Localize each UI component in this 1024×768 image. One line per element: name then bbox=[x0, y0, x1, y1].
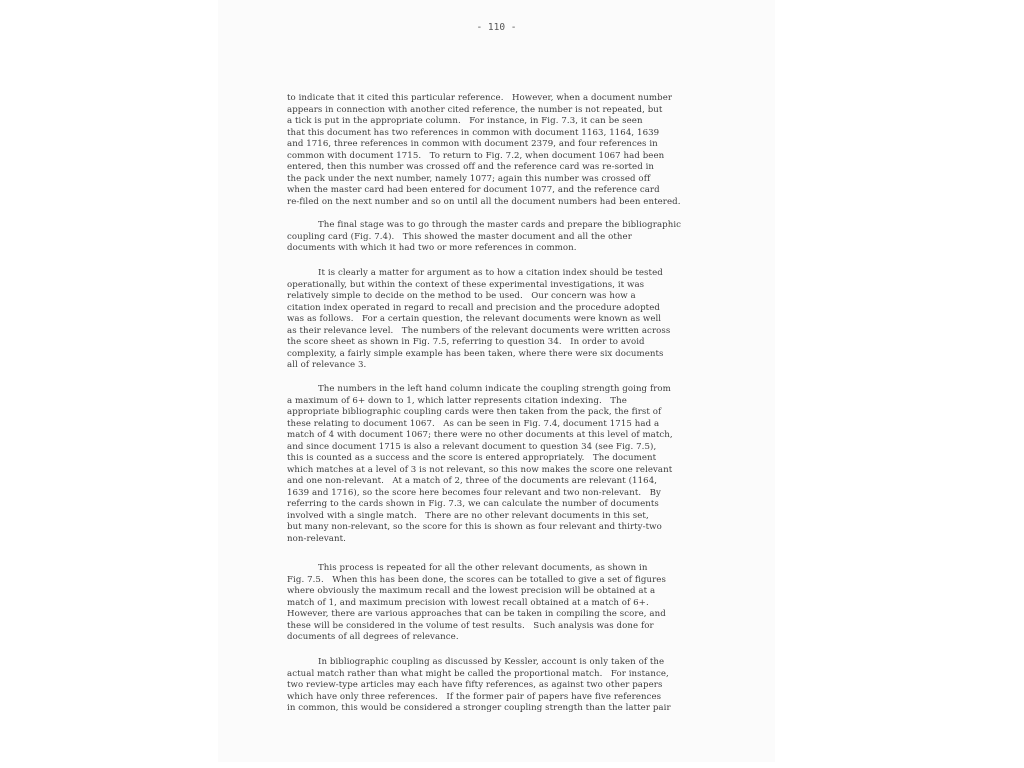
text-line: these relating to document 1067. As can be seen in Fig. 7.4, document 1715 had a bbox=[287, 418, 660, 429]
text-line: a tick is put in the appropriate column. For instance, in Fig. 7.3, it can be seen bbox=[287, 116, 643, 126]
text-line: which have only three references. If the former pair of papers have five references bbox=[287, 691, 662, 702]
text-line: operationally, but within the context of these experimental investigations, it was bbox=[287, 279, 645, 290]
text-line: documents with which it had two or more references in common. bbox=[287, 243, 577, 253]
text-line: that this document has two references in common with document 1163, 1164, 1639 bbox=[287, 127, 660, 138]
text-line: and since document 1715 is also a relevant document to question 34 (see Fig. 7.5), bbox=[287, 441, 657, 452]
text-line: citation index operated in regard to recall and precision and the procedure adopted bbox=[287, 302, 660, 313]
text-line: referring to the cards shown in Fig. 7.3, we can calculate the number of documents bbox=[287, 499, 659, 509]
text-line: non-relevant. bbox=[287, 533, 346, 544]
paragraph bbox=[287, 268, 757, 372]
paragraph bbox=[287, 384, 757, 545]
text-line: in common, this would be considered a stronger coupling strength than the latter pair bbox=[287, 703, 671, 713]
text-line: a maximum of 6+ down to 1, which latter represents citation indexing. The bbox=[287, 395, 627, 406]
text-line: where obviously the maximum recall and the lowest precision will be obtained at a bbox=[287, 586, 656, 596]
text-line: appears in connection with another cited reference, the number is not repeated, but bbox=[287, 104, 663, 115]
text-line: entered, then this number was crossed off and the reference card was re-sorted in bbox=[287, 162, 655, 172]
text-line: appropriate bibliographic coupling cards were then taken from the pack, the first of bbox=[287, 407, 662, 417]
paragraph bbox=[287, 220, 757, 255]
text-line: as their relevance level. The numbers of the relevant documents were written across bbox=[287, 325, 671, 336]
text-line: coupling card (Fig. 7.4). This showed the master document and all the other bbox=[287, 231, 632, 242]
text-line: However, there are various approaches that can be taken in compiling the score, and bbox=[287, 609, 666, 619]
text-line: involved with a single match. There are no other relevant documents in this set, bbox=[287, 510, 649, 521]
text-line: but many non-relevant, so the score for this is shown as four relevant and thirty-two bbox=[287, 522, 662, 532]
text-line: Fig. 7.5. When this has been done, the scores can be totalled to give a set of figures bbox=[287, 574, 666, 585]
text-line: which matches at a level of 3 is not relevant, so this now makes the score one relevant bbox=[287, 464, 673, 475]
text-line: match of 4 with document 1067; there were no other documents at this level of match, bbox=[287, 430, 673, 440]
text-line: actual match rather than what might be called the proportional match. For instance, bbox=[287, 668, 669, 679]
text-line: common with document 1715. To return to Fig. 7.2, when document 1067 had been bbox=[287, 150, 665, 161]
text-line: this is counted as a success and the score is entered appropriately. The document bbox=[287, 453, 657, 463]
text-line: the pack under the next number, namely 1077; again this number was crossed off bbox=[287, 173, 651, 184]
text-line: The numbers in the left hand column indicate the coupling strength going from bbox=[318, 384, 671, 394]
paragraph bbox=[287, 657, 757, 715]
text-line: In bibliographic coupling as discussed by Kessler, account is only taken of the bbox=[318, 657, 665, 667]
text-line: The final stage was to go through the master cards and prepare the bibliographic bbox=[318, 220, 682, 230]
text-line: and 1716, three references in common with document 2379, and four references in bbox=[287, 139, 658, 149]
text-line: two review-type articles may each have fifty references, as against two other papers bbox=[287, 680, 663, 690]
text-line: 1639 and 1716), so the score here becomes four relevant and two non-relevant. By bbox=[287, 487, 661, 498]
text-line: these will be considered in the volume of test results. Such analysis was done for bbox=[287, 620, 654, 631]
text-line: all of relevance 3. bbox=[287, 360, 367, 370]
text-line: was as follows. For a certain question, the relevant documents were known as well bbox=[287, 314, 662, 324]
text-line: relatively simple to decide on the method to be used. Our concern was how a bbox=[287, 291, 636, 301]
paragraph bbox=[287, 563, 757, 644]
text-line: complexity, a fairly simple example has been taken, where there were six documents bbox=[287, 348, 664, 359]
text-line: the score sheet as shown in Fig. 7.5, referring to question 34. In order to avoid bbox=[287, 337, 645, 347]
text-line: when the master card had been entered for document 1077, and the reference card bbox=[287, 185, 660, 195]
document-page bbox=[218, 0, 775, 762]
page-number: - 110 - bbox=[476, 22, 517, 33]
paragraph bbox=[287, 93, 757, 208]
text-line: and one non-relevant. At a match of 2, three of the documents are relevant (1164, bbox=[287, 476, 658, 486]
text-line: This process is repeated for all the other relevant documents, as shown in bbox=[318, 563, 648, 573]
text-line: documents of all degrees of relevance. bbox=[287, 632, 459, 642]
text-line: It is clearly a matter for argument as to how a citation index should be tested bbox=[318, 268, 663, 278]
text-line: match of 1, and maximum precision with lowest recall obtained at a match of 6+. bbox=[287, 597, 649, 608]
text-line: to indicate that it cited this particular reference. However, when a document number bbox=[287, 93, 673, 103]
text-line: re-filed on the next number and so on until all the document numbers had been entered. bbox=[287, 196, 681, 207]
